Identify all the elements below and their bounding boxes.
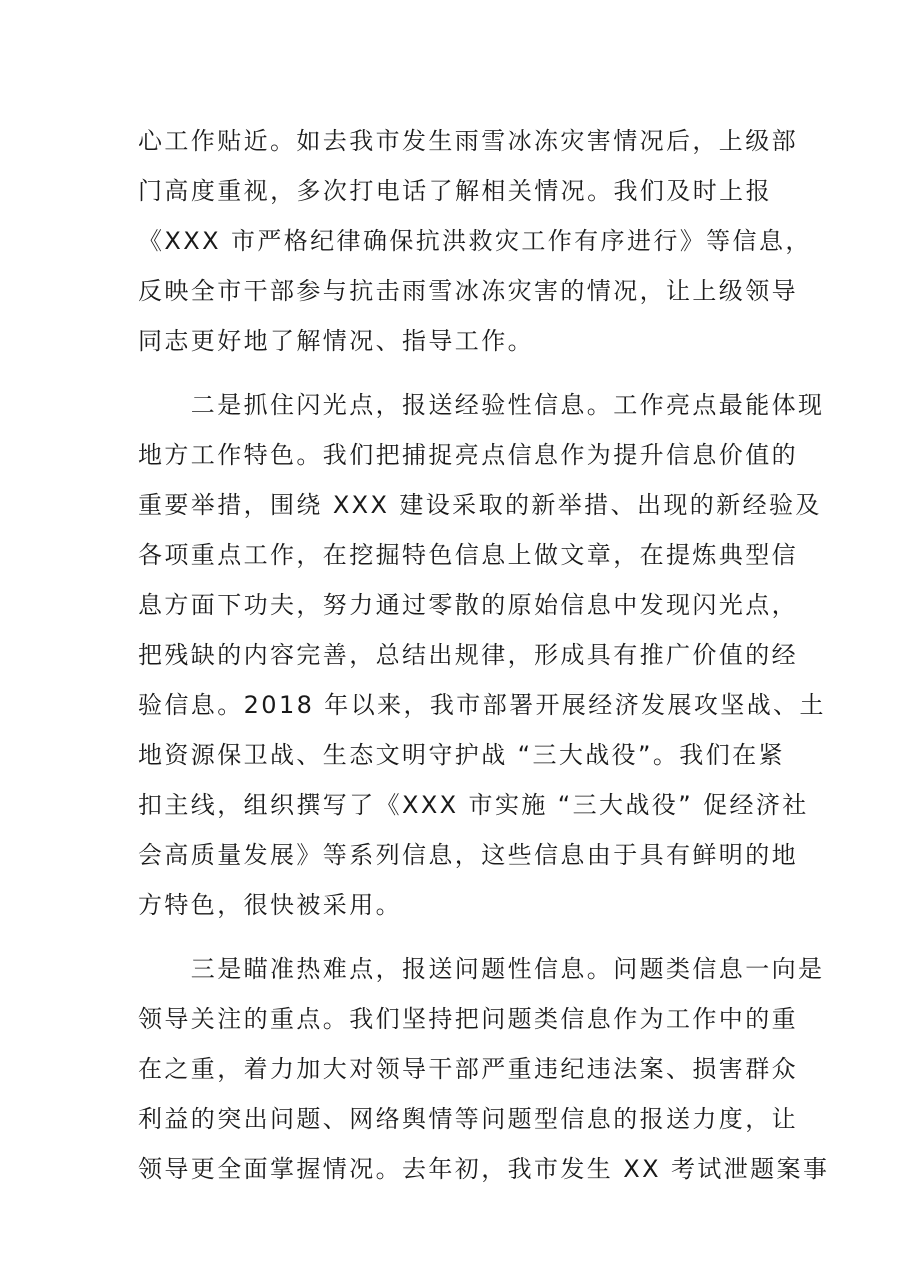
text-line: 重要举措，围绕 XXX 建设采取的新举措、出现的新经验及	[138, 491, 822, 519]
text-line: 扣主线，组织撰写了《XXX 市实施 “三大战役” 促经济社	[138, 791, 809, 819]
text-line: 领导更全面掌握情况。去年初，我市发生 XX 考试泄题案事	[138, 1155, 830, 1183]
text-line: 地方工作特色。我们把捕捉亮点信息作为提升信息价值的	[138, 441, 798, 469]
text-line: 会高质量发展》等系列信息，这些信息由于具有鲜明的地	[138, 841, 798, 869]
text-line: 门高度重视，多次打电话了解相关情况。我们及时上报	[138, 177, 772, 205]
text-line: 反映全市干部参与抗击雨雪冰冻灾害的情况，让上级领导	[138, 277, 798, 305]
text-line: 利益的突出问题、网络舆情等问题型信息的报送力度，让	[138, 1105, 798, 1133]
text-line: 把残缺的内容完善，总结出规律，形成具有推广价值的经	[138, 641, 798, 669]
text-line: 三是瞄准热难点，报送问题性信息。问题类信息一向是	[138, 955, 825, 983]
text-line: 同志更好地了解情况、指导工作。	[138, 327, 534, 355]
text-line: 《XXX 市严格纪律确保抗洪救灾工作有序进行》等信息，	[138, 227, 812, 255]
paragraph-3	[138, 944, 830, 1194]
text-line: 息方面下功夫，努力通过零散的原始信息中发现闪光点，	[138, 591, 798, 619]
text-line: 地资源保卫战、生态文明守护战 “三大战役”。我们在紧	[138, 741, 785, 769]
text-line: 领导关注的重点。我们坚持把问题类信息作为工作中的重	[138, 1005, 798, 1033]
text-line: 方特色，很快被采用。	[138, 891, 402, 919]
text-line: 二是抓住闪光点，报送经验性信息。工作亮点最能体现	[138, 391, 825, 419]
paragraph-spacer	[138, 930, 772, 944]
paragraph-spacer	[138, 366, 772, 380]
paragraph-2	[138, 380, 826, 930]
document-body	[138, 116, 830, 1194]
paragraph-1	[138, 116, 812, 366]
text-line: 心工作贴近。如去我市发生雨雪冰冻灾害情况后，上级部	[138, 127, 798, 155]
text-line: 验信息。2018 年以来，我市部署开展经济发展攻坚战、土	[138, 691, 826, 719]
text-line: 在之重，着力加大对领导干部严重违纪违法案、损害群众	[138, 1055, 798, 1083]
text-line: 各项重点工作，在挖掘特色信息上做文章，在提炼典型信	[138, 541, 798, 569]
